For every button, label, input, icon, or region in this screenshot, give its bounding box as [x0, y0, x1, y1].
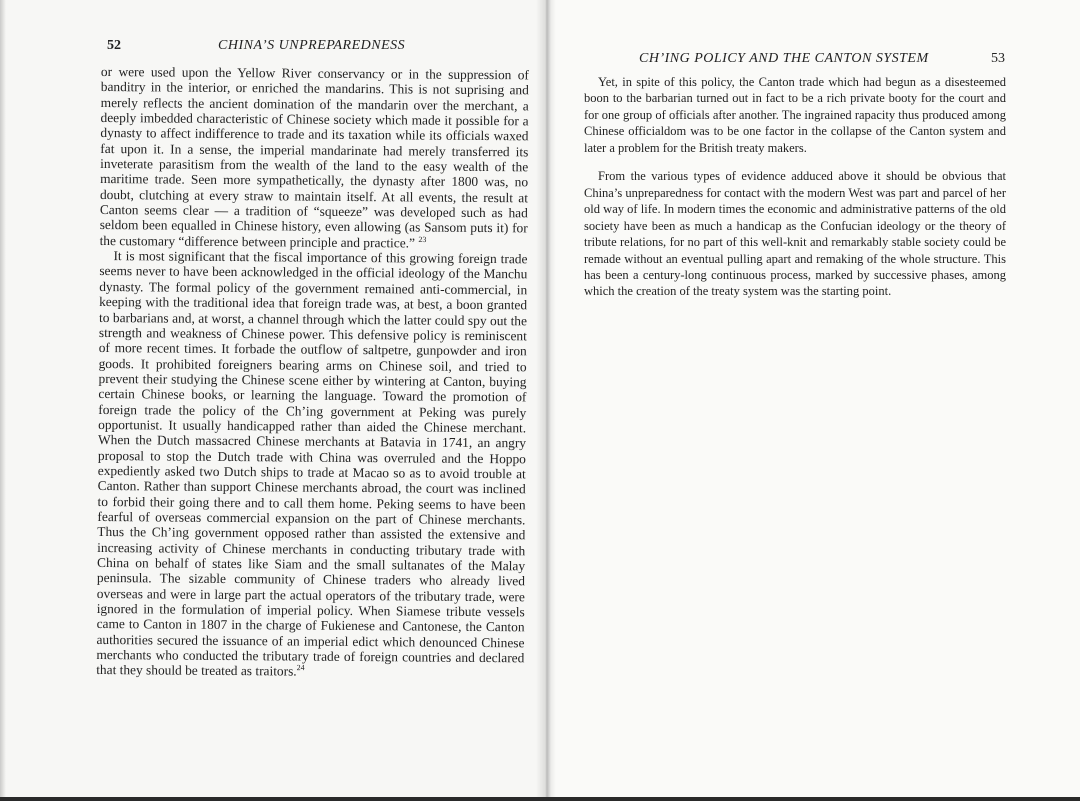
page-edge-shadow: [0, 0, 6, 801]
body-text: [584, 74, 1006, 300]
paragraph: From the various types of evidence adduced above it should be obvious that China’s unpreparedness for contact with the modern West was part and parcel of her old way of life. In modern times the economic and administrative patterns of the old society have been as much a handicap as the Confucian ideology or the theory of tribute relations, for no part of this well-knit and remarkably stable society could be remade without an eventual pulling apart and remaking of the whole structure. This has been a century-long continuous process, marked by successive phases, among which the creation of the treaty system was the starting point.: [584, 169, 1006, 299]
footnote-ref: 24: [296, 663, 305, 673]
book-gutter: [536, 0, 556, 801]
paragraph: It is most significant that the fiscal importance of this growing foreign trade seems never to have been acknowledged in the official ideology of the Manchu dynasty. The formal policy of the government remained anti-commercial, in keeping with the traditional idea that foreign trade was, at best, a boon granted to barbarians and, at worst, a channel through which the latter could spy out the strength and weakness of Chinese power. This defensive policy is reminiscent of more recent times. It forbade the outflow of saltpetre, gunpowder and iron goods. It prohibited foreigners bearing arms on Chinese soil, and tried to prevent their studying the Chinese scene either by wintering at Canton, buying certain Chinese books, or learning the language. Toward the promotion of foreign trade the policy of the Ch’ing government at Peking was purely opportunist. It usually handicapped rather than aided the Chinese merchant. When the Dutch massacred Chinese merchants at Batavia in 1741, an angry proposal to stop the Dutch trade with China was overruled and the Hoppo expediently asked two Dutch ships to trade at Macao so as to avoid trouble at Canton. Rather than support Chinese merchants abroad, the court was inclined to forbid their going there and to call them home. Peking seems to have been fearful of overseas commercial expansion on the part of Chinese merchants. Thus the Ch’ing government opposed rather than assisted the extensive and increasing activity of Chinese merchants in conducting tributary trade with China on behalf of states like Siam and the small sultanates of the Malay peninsula. The sizable community of Chinese traders who already lived overseas and were in large part the actual operators of the tributary trade, were ignored in the formulation of imperial policy. When Siamese tribute vessels came to Canton in 1807 in the charge of Fukienese and Cantonese, the Canton authorities secured the issuance of an imperial edict which denounced Chinese merchants who conducted the tributary trade of foreign countries and declared that they should be treated as traitors.$^{24}$: [96, 248, 528, 679]
body-text: [96, 64, 529, 681]
paragraph: or were used upon the Yellow River conservancy or in the suppression of banditry in the interior, or enriched the mandarins. This is not suprising and merely reflects the ancient domination of the mandarin over the merchant, a deeply imbedded characteristic of Chinese society which made it possible for a dynasty to affect indifference to trade and its taxation while its officials waxed fat upon it. In a sense, the imperial mandarinate had merely transferred its inveterate parasitism from the wealth of the land to the easy wealth of the maritime trade. Seen more sympathetically, the dynasty after 1800 was, no doubt, clutching at every straw to maintain itself. At all events, the result at Canton seems clear — a tradition of “squeeze” was developed such as had seldom been equalled in Chinese history, even allowing (as Sansom puts it) for the customary “difference between principle and practice.” $^{23}$: [99, 64, 529, 251]
page-number: 52: [107, 38, 121, 53]
scan-bottom-edge: [0, 797, 1080, 801]
footnote-ref: 23: [418, 234, 427, 244]
running-head: CH’ING POLICY AND THE CANTON SYSTEM: [639, 51, 929, 66]
running-head: CHINA’S UNPREPAREDNESS: [218, 38, 406, 53]
page-number: 53: [991, 51, 1005, 66]
paragraph: Yet, in spite of this policy, the Canton trade which had begun as a disesteemed boon to the barbarian turned out in fact to be a rich private booty for the court and for one group of officials after another. The ingrained rapacity thus produced among Chinese officialdom was to be one factor in the collapse of the Canton system and later a problem for the British treaty makers.: [584, 75, 1006, 155]
